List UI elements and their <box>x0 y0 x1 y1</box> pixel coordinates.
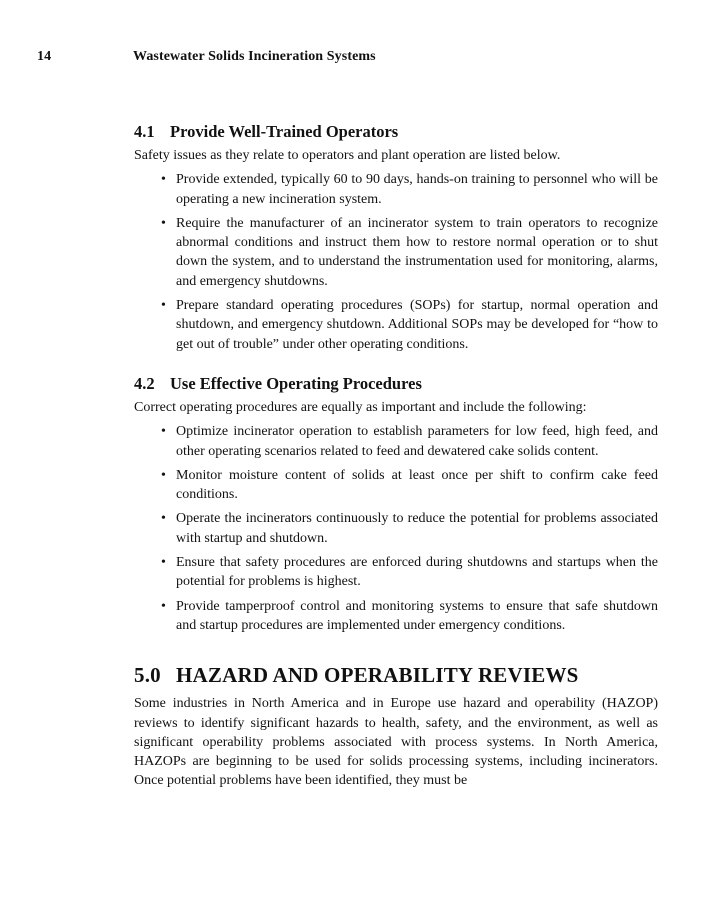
section-number: 4.2 <box>134 373 155 393</box>
section-4-2-intro: Correct operating procedures are equally as important and include the following: <box>134 399 587 415</box>
bullet-icon: • <box>161 511 166 527</box>
section-5-0-heading <box>134 662 658 688</box>
section-number: 5.0 <box>134 663 161 688</box>
list-item <box>161 296 658 354</box>
bullet-icon: • <box>161 298 166 314</box>
bullet-icon: • <box>161 598 166 614</box>
bullet-icon: • <box>161 555 166 571</box>
list-item-text: Provide tamperproof control and monitoring systems to ensure that safe shutdown and startup procedures are implemented under emergency conditions. <box>176 598 658 633</box>
section-4-2-bullet-list <box>134 422 658 635</box>
section-5-0-body: Some industries in North America and in Europe use hazard and operability (HAZOP) reviews to identify significant hazards to health, safety, and the environment, as well as significant operability problems associated with process systems. In North America, HAZOPs are beginning to be used for solids processing systems, including incinerators. Once potential problems have been identified, they must be <box>134 696 658 789</box>
section-4-2-heading <box>134 373 658 395</box>
bullet-icon: • <box>161 172 166 188</box>
list-item-text: Provide extended, typically 60 to 90 days, hands-on training to personnel who will be operating a new incineration system. <box>176 172 658 207</box>
list-item <box>161 553 658 592</box>
bullet-icon: • <box>161 467 166 483</box>
main-content <box>134 121 658 791</box>
list-item-text: Monitor moisture content of solids at least once per shift to confirm cake feed conditions. <box>176 467 658 503</box>
section-4-1-bullet-list <box>134 170 658 354</box>
list-item-text: Ensure that safety procedures are enforced during shutdowns and startups when the potential for problems is highest. <box>176 555 658 590</box>
section-title: Provide Well-Trained Operators <box>170 122 399 141</box>
section-number: 4.1 <box>134 122 155 141</box>
list-item-text: Require the manufacturer of an incinerator system to train operators to recognize abnormal conditions and instruct them how to restore normal operation or to shut down the system, and to understand the instrumentation used for monitoring, alarms, and emergency shutdowns. <box>176 215 658 289</box>
bullet-icon: • <box>161 215 166 231</box>
list-item <box>161 170 658 209</box>
list-item <box>161 214 658 291</box>
list-item <box>161 509 658 548</box>
section-4-1-heading <box>134 121 658 143</box>
page-number: 14 <box>37 49 52 64</box>
list-item-text: Optimize incinerator operation to establish parameters for low feed, high feed, and other operating scenarios related to feed and dewatered cake solids content. <box>176 424 658 459</box>
list-item <box>161 597 658 636</box>
list-item-text: Prepare standard operating procedures (SOPs) for startup, normal operation and shutdown, and emergency shutdown. Additional SOPs may be developed for “how to get out of trouble” under other operating conditions. <box>176 298 658 352</box>
section-title: Use Effective Operating Procedures <box>170 373 422 393</box>
bullet-icon: • <box>161 424 166 440</box>
section-title: HAZARD AND OPERABILITY REVIEWS <box>176 663 579 688</box>
list-item <box>161 422 658 461</box>
list-item-text: Operate the incinerators continuously to reduce the potential for problems associated with startup and shutdown. <box>176 511 658 546</box>
list-item <box>161 466 658 505</box>
running-title: Wastewater Solids Incineration Systems <box>133 49 376 64</box>
section-4-1-intro: Safety issues as they relate to operators and plant operation are listed below. <box>134 148 561 163</box>
